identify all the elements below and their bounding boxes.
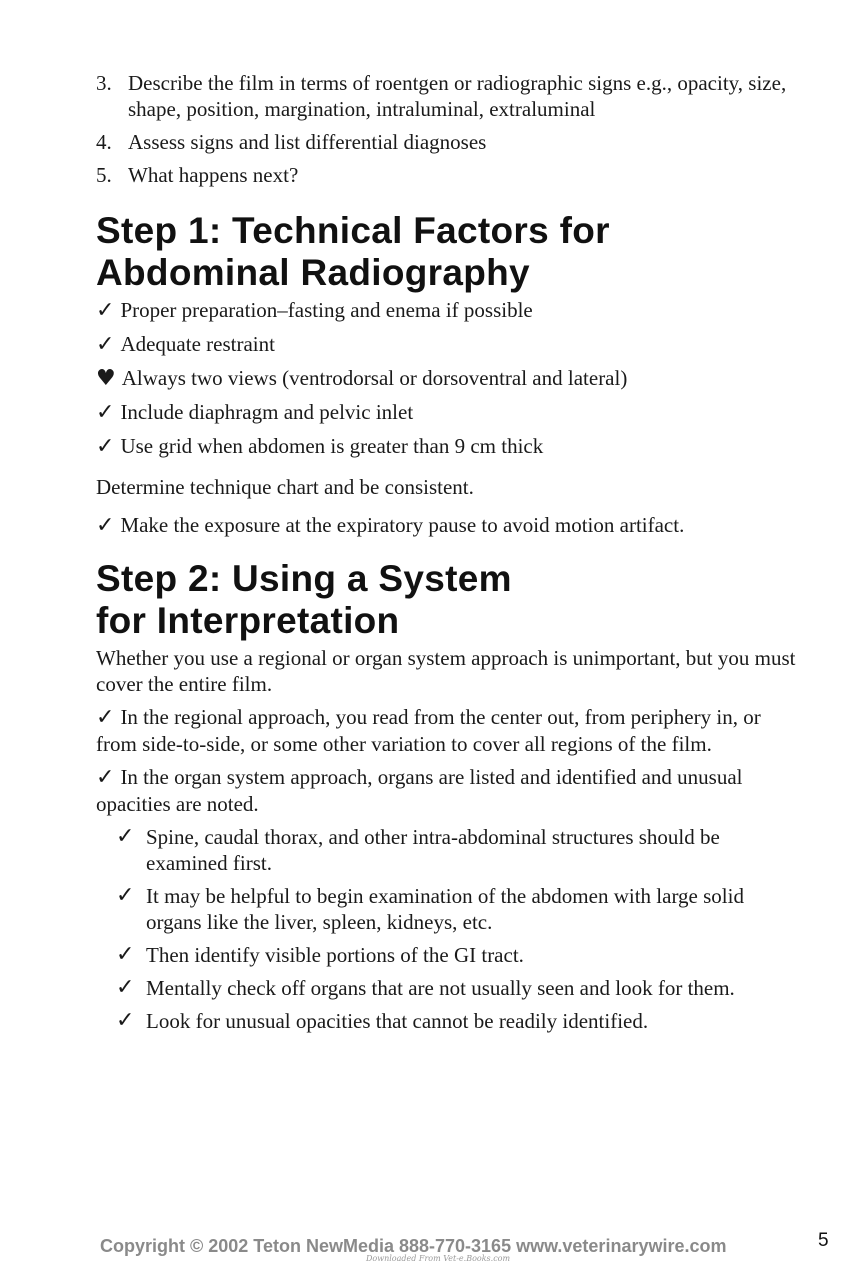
list-item <box>96 70 796 122</box>
list-number: 4. <box>96 130 112 154</box>
step2-heading-line2: for Interpretation <box>96 600 400 641</box>
download-watermark: Downloaded From Vet-e.Books.com <box>366 1254 511 1263</box>
check-icon: ✓ <box>116 883 135 908</box>
regional-approach-item <box>96 704 796 757</box>
list-number: 3. <box>96 71 112 95</box>
list-text: Assess signs and list differential diagnoses <box>128 130 487 154</box>
check-icon: ✓ <box>116 975 135 1000</box>
list-text: Always two views (ventrodorsal or dorsoventral and lateral) <box>121 366 628 390</box>
list-item <box>116 883 796 935</box>
check-icon: ✓ <box>96 434 115 459</box>
step1-heading-line2: Abdominal Radiography <box>96 252 530 293</box>
list-text: Adequate restraint <box>120 332 275 356</box>
check-icon: ✓ <box>116 824 135 849</box>
list-text: It may be helpful to begin examination of the abdomen with large solid organs like the liver, spleen, kidneys, etc. <box>146 884 744 934</box>
step2-heading <box>96 558 796 642</box>
list-text: Mentally check off organs that are not usually seen and look for them. <box>146 976 735 1000</box>
check-icon: ✓ <box>96 332 115 357</box>
list-text: Look for unusual opacities that cannot be readily identified. <box>146 1009 649 1033</box>
check-icon: ✓ <box>96 513 115 538</box>
list-item <box>116 1008 796 1034</box>
check-icon: ✓ <box>96 298 115 323</box>
list-text: Spine, caudal thorax, and other intra-abdominal structures should be examined first. <box>146 825 720 875</box>
check-icon: ✓ <box>96 705 115 730</box>
list-text: In the organ system approach, organs are listed and identified and unusual opacities are noted. <box>96 765 743 816</box>
list-text: Proper preparation–fasting and enema if possible <box>120 298 533 322</box>
list-text: Make the exposure at the expiratory pause to avoid motion artifact. <box>120 513 685 537</box>
list-item <box>96 297 796 324</box>
list-item <box>96 129 796 155</box>
list-number: 5. <box>96 163 112 187</box>
list-text: Describe the film in terms of roentgen or radiographic signs e.g., opacity, size, shape, position, margination, intraluminal, extraluminal <box>128 71 787 121</box>
step2-intro: Whether you use a regional or organ system approach is unimportant, but you must cover the entire film. <box>96 646 796 696</box>
check-icon: ✓ <box>96 400 115 425</box>
page-number: 5 <box>818 1230 829 1251</box>
list-item <box>96 365 796 392</box>
numbered-list <box>96 70 796 188</box>
copyright-footer: Copyright © 2002 Teton NewMedia 888-770-3165 www.veterinarywire.com <box>100 1236 727 1256</box>
organ-sub-list <box>96 824 796 1034</box>
list-item <box>96 399 796 426</box>
technique-note: Determine technique chart and be consistent. <box>96 475 474 499</box>
list-item <box>116 824 796 876</box>
exposure-item <box>96 512 796 539</box>
list-item <box>96 433 796 460</box>
list-text: In the regional approach, you read from the center out, from periphery in, or from side-to-side, or some other variation to cover all regions of the film. <box>96 705 761 756</box>
list-text: What happens next? <box>128 163 299 187</box>
check-icon: ✓ <box>116 1008 135 1033</box>
list-text: Use grid when abdomen is greater than 9 cm thick <box>120 434 544 458</box>
list-item <box>96 162 796 188</box>
step1-heading <box>96 210 796 294</box>
list-text: Include diaphragm and pelvic inlet <box>120 400 414 424</box>
check-icon: ✓ <box>96 765 115 790</box>
step1-list <box>96 297 796 460</box>
step2-heading-line1: Step 2: Using a System <box>96 558 512 599</box>
list-item <box>116 975 796 1001</box>
list-item <box>96 331 796 358</box>
step1-heading-line1: Step 1: Technical Factors for <box>96 210 610 251</box>
heart-icon: ♥ <box>96 366 116 391</box>
list-item <box>116 942 796 968</box>
list-text: Then identify visible portions of the GI tract. <box>146 943 524 967</box>
organ-approach-item <box>96 764 796 817</box>
check-icon: ✓ <box>116 942 135 967</box>
page-content <box>96 70 796 1041</box>
